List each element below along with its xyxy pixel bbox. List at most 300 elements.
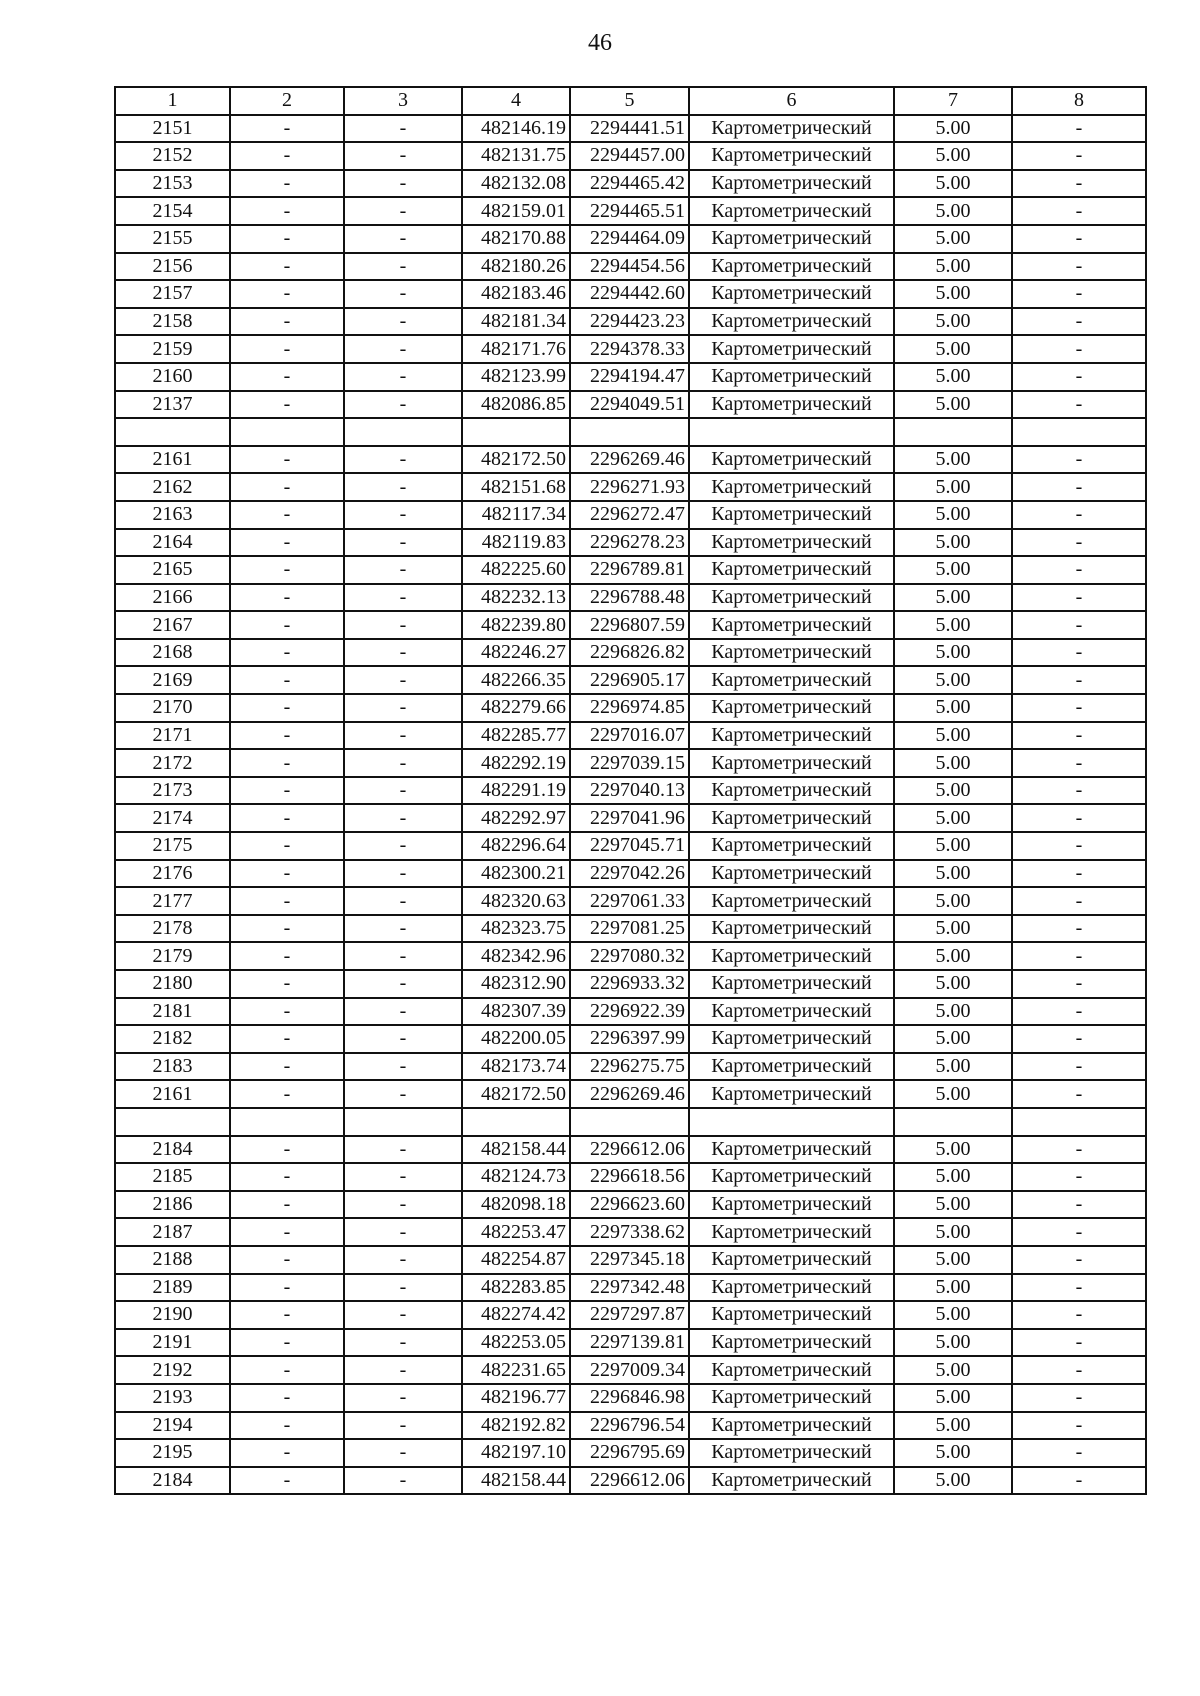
accuracy-cell: 5.00 xyxy=(894,832,1012,860)
accuracy-cell: 5.00 xyxy=(894,887,1012,915)
coord-x-cell: 482291.19 xyxy=(462,777,570,805)
coord-x-cell: 482158.44 xyxy=(462,1467,570,1495)
col-2-cell: - xyxy=(230,501,344,529)
col-3-cell: - xyxy=(344,1191,462,1219)
col-2-cell: - xyxy=(230,473,344,501)
accuracy-cell: 5.00 xyxy=(894,639,1012,667)
accuracy-cell: 5.00 xyxy=(894,777,1012,805)
point-number-cell: 2170 xyxy=(115,694,230,722)
point-number-cell: 2156 xyxy=(115,253,230,281)
col-8-cell: - xyxy=(1012,832,1146,860)
point-number-cell: 2153 xyxy=(115,170,230,198)
col-2-cell: - xyxy=(230,556,344,584)
col-2-cell: - xyxy=(230,611,344,639)
table-row xyxy=(115,1218,1146,1246)
col-8-cell: - xyxy=(1012,446,1146,474)
table-row xyxy=(115,197,1146,225)
table-row xyxy=(115,1246,1146,1274)
col-3-cell: - xyxy=(344,1218,462,1246)
col-3-cell: - xyxy=(344,253,462,281)
method-cell: Картометрический xyxy=(689,1356,894,1384)
col-8-cell: - xyxy=(1012,666,1146,694)
col-3-cell: - xyxy=(344,335,462,363)
col-3-cell: - xyxy=(344,942,462,970)
point-number-cell: 2184 xyxy=(115,1467,230,1495)
col-8-cell: - xyxy=(1012,363,1146,391)
coord-y-cell: 2294464.09 xyxy=(570,225,689,253)
accuracy-cell: 5.00 xyxy=(894,391,1012,419)
point-number-cell: 2190 xyxy=(115,1301,230,1329)
coord-x-cell: 482183.46 xyxy=(462,280,570,308)
accuracy-cell: 5.00 xyxy=(894,253,1012,281)
coord-x-cell: 482170.88 xyxy=(462,225,570,253)
col-8-cell xyxy=(1012,1108,1146,1136)
method-cell xyxy=(689,1108,894,1136)
col-8-cell: - xyxy=(1012,777,1146,805)
point-number-cell: 2137 xyxy=(115,391,230,419)
col-2-cell: - xyxy=(230,1080,344,1108)
col-8-cell: - xyxy=(1012,556,1146,584)
point-number-cell: 2161 xyxy=(115,1080,230,1108)
table-row xyxy=(115,694,1146,722)
coord-y-cell: 2294194.47 xyxy=(570,363,689,391)
coord-y-cell: 2297345.18 xyxy=(570,1246,689,1274)
coord-y-cell xyxy=(570,418,689,446)
col-3-cell xyxy=(344,418,462,446)
coord-y-cell: 2296272.47 xyxy=(570,501,689,529)
point-number-cell: 2187 xyxy=(115,1218,230,1246)
method-cell: Картометрический xyxy=(689,804,894,832)
table-row xyxy=(115,391,1146,419)
coord-x-cell: 482254.87 xyxy=(462,1246,570,1274)
coord-x-cell: 482124.73 xyxy=(462,1163,570,1191)
col-3-cell xyxy=(344,1108,462,1136)
col-3-cell: - xyxy=(344,1136,462,1164)
point-number-cell: 2183 xyxy=(115,1053,230,1081)
coord-y-cell: 2296271.93 xyxy=(570,473,689,501)
col-3-cell: - xyxy=(344,1356,462,1384)
col-3-cell: - xyxy=(344,998,462,1026)
method-cell: Картометрический xyxy=(689,1163,894,1191)
col-2-cell: - xyxy=(230,170,344,198)
point-number-cell: 2163 xyxy=(115,501,230,529)
col-3-cell: - xyxy=(344,584,462,612)
coord-y-cell: 2296788.48 xyxy=(570,584,689,612)
accuracy-cell: 5.00 xyxy=(894,501,1012,529)
point-number-cell: 2174 xyxy=(115,804,230,832)
coord-x-cell: 482119.83 xyxy=(462,529,570,557)
col-8-cell: - xyxy=(1012,308,1146,336)
coord-x-cell: 482131.75 xyxy=(462,142,570,170)
column-header-4: 4 xyxy=(462,87,570,115)
col-3-cell: - xyxy=(344,556,462,584)
col-2-cell xyxy=(230,1108,344,1136)
table-row xyxy=(115,1467,1146,1495)
point-number-cell: 2181 xyxy=(115,998,230,1026)
col-3-cell: - xyxy=(344,832,462,860)
point-number-cell: 2175 xyxy=(115,832,230,860)
coord-y-cell: 2296846.98 xyxy=(570,1384,689,1412)
col-3-cell: - xyxy=(344,970,462,998)
accuracy-cell: 5.00 xyxy=(894,584,1012,612)
point-number-cell xyxy=(115,418,230,446)
point-number-cell: 2164 xyxy=(115,529,230,557)
point-number-cell: 2161 xyxy=(115,446,230,474)
method-cell: Картометрический xyxy=(689,666,894,694)
coord-y-cell: 2296974.85 xyxy=(570,694,689,722)
point-number-cell: 2155 xyxy=(115,225,230,253)
point-number-cell: 2151 xyxy=(115,115,230,143)
accuracy-cell: 5.00 xyxy=(894,473,1012,501)
col-2-cell: - xyxy=(230,887,344,915)
col-8-cell: - xyxy=(1012,280,1146,308)
method-cell: Картометрический xyxy=(689,253,894,281)
col-2-cell: - xyxy=(230,860,344,888)
coord-y-cell: 2294465.51 xyxy=(570,197,689,225)
coord-y-cell: 2296397.99 xyxy=(570,1025,689,1053)
coord-y-cell: 2297016.07 xyxy=(570,722,689,750)
coord-y-cell: 2296905.17 xyxy=(570,666,689,694)
coord-x-cell xyxy=(462,418,570,446)
accuracy-cell: 5.00 xyxy=(894,280,1012,308)
coord-x-cell: 482312.90 xyxy=(462,970,570,998)
coord-y-cell: 2297009.34 xyxy=(570,1356,689,1384)
col-3-cell: - xyxy=(344,1467,462,1495)
table-row xyxy=(115,804,1146,832)
method-cell: Картометрический xyxy=(689,1274,894,1302)
coord-y-cell: 2294049.51 xyxy=(570,391,689,419)
col-2-cell: - xyxy=(230,777,344,805)
accuracy-cell: 5.00 xyxy=(894,694,1012,722)
table-row xyxy=(115,363,1146,391)
point-number-cell: 2166 xyxy=(115,584,230,612)
table-row xyxy=(115,1274,1146,1302)
accuracy-cell: 5.00 xyxy=(894,556,1012,584)
accuracy-cell: 5.00 xyxy=(894,970,1012,998)
table-row xyxy=(115,584,1146,612)
accuracy-cell: 5.00 xyxy=(894,1301,1012,1329)
method-cell: Картометрический xyxy=(689,225,894,253)
col-3-cell: - xyxy=(344,777,462,805)
col-2-cell: - xyxy=(230,253,344,281)
col-2-cell: - xyxy=(230,639,344,667)
point-number-cell: 2182 xyxy=(115,1025,230,1053)
coord-x-cell: 482307.39 xyxy=(462,998,570,1026)
col-8-cell: - xyxy=(1012,142,1146,170)
col-8-cell: - xyxy=(1012,1301,1146,1329)
col-2-cell: - xyxy=(230,584,344,612)
accuracy-cell: 5.00 xyxy=(894,529,1012,557)
method-cell: Картометрический xyxy=(689,1467,894,1495)
method-cell: Картометрический xyxy=(689,915,894,943)
col-2-cell: - xyxy=(230,335,344,363)
point-number-cell: 2154 xyxy=(115,197,230,225)
accuracy-cell: 5.00 xyxy=(894,915,1012,943)
table-row xyxy=(115,446,1146,474)
coord-x-cell: 482117.34 xyxy=(462,501,570,529)
col-8-cell: - xyxy=(1012,639,1146,667)
accuracy-cell: 5.00 xyxy=(894,722,1012,750)
accuracy-cell: 5.00 xyxy=(894,749,1012,777)
column-header-3: 3 xyxy=(344,87,462,115)
table-separator-row xyxy=(115,1108,1146,1136)
col-8-cell: - xyxy=(1012,1274,1146,1302)
accuracy-cell: 5.00 xyxy=(894,1439,1012,1467)
column-header-6: 6 xyxy=(689,87,894,115)
col-8-cell: - xyxy=(1012,529,1146,557)
col-8-cell: - xyxy=(1012,804,1146,832)
table-row xyxy=(115,1163,1146,1191)
col-3-cell: - xyxy=(344,1329,462,1357)
accuracy-cell: 5.00 xyxy=(894,197,1012,225)
table-row xyxy=(115,1412,1146,1440)
point-number-cell: 2179 xyxy=(115,942,230,970)
point-number-cell: 2184 xyxy=(115,1136,230,1164)
accuracy-cell: 5.00 xyxy=(894,225,1012,253)
table-row xyxy=(115,942,1146,970)
coord-y-cell: 2296612.06 xyxy=(570,1136,689,1164)
point-number-cell xyxy=(115,1108,230,1136)
method-cell: Картометрический xyxy=(689,1412,894,1440)
point-number-cell: 2176 xyxy=(115,860,230,888)
point-number-cell: 2160 xyxy=(115,363,230,391)
table-row xyxy=(115,142,1146,170)
coord-x-cell: 482172.50 xyxy=(462,446,570,474)
col-8-cell: - xyxy=(1012,1218,1146,1246)
col-8-cell: - xyxy=(1012,611,1146,639)
coord-x-cell: 482098.18 xyxy=(462,1191,570,1219)
method-cell: Картометрический xyxy=(689,335,894,363)
accuracy-cell: 5.00 xyxy=(894,308,1012,336)
col-3-cell: - xyxy=(344,170,462,198)
col-8-cell: - xyxy=(1012,1246,1146,1274)
col-3-cell: - xyxy=(344,529,462,557)
accuracy-cell: 5.00 xyxy=(894,1053,1012,1081)
method-cell: Картометрический xyxy=(689,749,894,777)
point-number-cell: 2162 xyxy=(115,473,230,501)
method-cell xyxy=(689,418,894,446)
table-row xyxy=(115,970,1146,998)
column-header-1: 1 xyxy=(115,87,230,115)
point-number-cell: 2158 xyxy=(115,308,230,336)
table-row xyxy=(115,1439,1146,1467)
coord-y-cell: 2297042.26 xyxy=(570,860,689,888)
col-3-cell: - xyxy=(344,887,462,915)
col-2-cell: - xyxy=(230,1301,344,1329)
col-8-cell: - xyxy=(1012,1329,1146,1357)
coord-x-cell: 482159.01 xyxy=(462,197,570,225)
method-cell: Картометрический xyxy=(689,887,894,915)
table-row xyxy=(115,1136,1146,1164)
point-number-cell: 2194 xyxy=(115,1412,230,1440)
method-cell: Картометрический xyxy=(689,1329,894,1357)
col-2-cell: - xyxy=(230,1191,344,1219)
method-cell: Картометрический xyxy=(689,556,894,584)
col-3-cell: - xyxy=(344,1412,462,1440)
col-3-cell: - xyxy=(344,694,462,722)
point-number-cell: 2177 xyxy=(115,887,230,915)
coord-y-cell: 2294454.56 xyxy=(570,253,689,281)
coord-x-cell: 482239.80 xyxy=(462,611,570,639)
column-header-5: 5 xyxy=(570,87,689,115)
accuracy-cell: 5.00 xyxy=(894,1246,1012,1274)
method-cell: Картометрический xyxy=(689,363,894,391)
table-row xyxy=(115,170,1146,198)
point-number-cell: 2159 xyxy=(115,335,230,363)
col-3-cell: - xyxy=(344,1246,462,1274)
point-number-cell: 2189 xyxy=(115,1274,230,1302)
col-3-cell: - xyxy=(344,280,462,308)
col-8-cell: - xyxy=(1012,1384,1146,1412)
coord-x-cell: 482132.08 xyxy=(462,170,570,198)
col-2-cell: - xyxy=(230,1053,344,1081)
column-header-2: 2 xyxy=(230,87,344,115)
coord-x-cell: 482200.05 xyxy=(462,1025,570,1053)
accuracy-cell: 5.00 xyxy=(894,1218,1012,1246)
col-8-cell: - xyxy=(1012,1163,1146,1191)
col-2-cell: - xyxy=(230,1274,344,1302)
col-2-cell: - xyxy=(230,970,344,998)
coord-y-cell: 2296269.46 xyxy=(570,1080,689,1108)
coord-y-cell: 2297338.62 xyxy=(570,1218,689,1246)
method-cell: Картометрический xyxy=(689,529,894,557)
col-8-cell: - xyxy=(1012,501,1146,529)
table-row xyxy=(115,280,1146,308)
table-row xyxy=(115,777,1146,805)
table-row xyxy=(115,1329,1146,1357)
coord-y-cell: 2296269.46 xyxy=(570,446,689,474)
method-cell: Картометрический xyxy=(689,998,894,1026)
col-3-cell: - xyxy=(344,1274,462,1302)
coord-x-cell: 482196.77 xyxy=(462,1384,570,1412)
coord-x-cell: 482181.34 xyxy=(462,308,570,336)
coord-y-cell: 2297139.81 xyxy=(570,1329,689,1357)
page-number: 46 xyxy=(588,30,612,56)
col-2-cell: - xyxy=(230,832,344,860)
column-header-8: 8 xyxy=(1012,87,1146,115)
table-row xyxy=(115,860,1146,888)
col-2-cell: - xyxy=(230,280,344,308)
coord-y-cell: 2294441.51 xyxy=(570,115,689,143)
coord-y-cell: 2296623.60 xyxy=(570,1191,689,1219)
col-2-cell: - xyxy=(230,1329,344,1357)
col-2-cell: - xyxy=(230,1218,344,1246)
coordinates-table xyxy=(114,86,1147,1495)
col-2-cell: - xyxy=(230,197,344,225)
coord-y-cell: 2294423.23 xyxy=(570,308,689,336)
method-cell: Картометрический xyxy=(689,280,894,308)
coord-x-cell: 482253.47 xyxy=(462,1218,570,1246)
coord-y-cell: 2296807.59 xyxy=(570,611,689,639)
col-8-cell: - xyxy=(1012,170,1146,198)
col-2-cell: - xyxy=(230,749,344,777)
coord-x-cell: 482266.35 xyxy=(462,666,570,694)
col-8-cell xyxy=(1012,418,1146,446)
coord-x-cell: 482232.13 xyxy=(462,584,570,612)
method-cell: Картометрический xyxy=(689,391,894,419)
coord-x-cell: 482172.50 xyxy=(462,1080,570,1108)
col-2-cell: - xyxy=(230,1246,344,1274)
col-8-cell: - xyxy=(1012,1412,1146,1440)
col-8-cell: - xyxy=(1012,335,1146,363)
coord-x-cell: 482171.76 xyxy=(462,335,570,363)
col-2-cell xyxy=(230,418,344,446)
accuracy-cell: 5.00 xyxy=(894,1080,1012,1108)
accuracy-cell: 5.00 xyxy=(894,446,1012,474)
coord-y-cell: 2294378.33 xyxy=(570,335,689,363)
col-2-cell: - xyxy=(230,915,344,943)
col-8-cell: - xyxy=(1012,197,1146,225)
accuracy-cell: 5.00 xyxy=(894,611,1012,639)
coord-y-cell: 2296796.54 xyxy=(570,1412,689,1440)
table-row xyxy=(115,1191,1146,1219)
col-2-cell: - xyxy=(230,804,344,832)
col-8-cell: - xyxy=(1012,694,1146,722)
coord-y-cell: 2297342.48 xyxy=(570,1274,689,1302)
table-row xyxy=(115,225,1146,253)
method-cell: Картометрический xyxy=(689,777,894,805)
method-cell: Картометрический xyxy=(689,197,894,225)
accuracy-cell: 5.00 xyxy=(894,860,1012,888)
coord-x-cell: 482300.21 xyxy=(462,860,570,888)
method-cell: Картометрический xyxy=(689,694,894,722)
coord-y-cell: 2296275.75 xyxy=(570,1053,689,1081)
table-header xyxy=(115,87,1146,115)
col-3-cell: - xyxy=(344,1025,462,1053)
col-3-cell: - xyxy=(344,446,462,474)
coord-x-cell: 482285.77 xyxy=(462,722,570,750)
method-cell: Картометрический xyxy=(689,501,894,529)
col-8-cell: - xyxy=(1012,1080,1146,1108)
accuracy-cell: 5.00 xyxy=(894,335,1012,363)
accuracy-cell: 5.00 xyxy=(894,1136,1012,1164)
point-number-cell: 2192 xyxy=(115,1356,230,1384)
table-row xyxy=(115,115,1146,143)
point-number-cell: 2157 xyxy=(115,280,230,308)
col-2-cell: - xyxy=(230,1439,344,1467)
accuracy-cell: 5.00 xyxy=(894,1025,1012,1053)
table-row xyxy=(115,1080,1146,1108)
accuracy-cell: 5.00 xyxy=(894,1163,1012,1191)
method-cell: Картометрический xyxy=(689,832,894,860)
method-cell: Картометрический xyxy=(689,584,894,612)
table-row xyxy=(115,998,1146,1026)
accuracy-cell: 5.00 xyxy=(894,1412,1012,1440)
col-8-cell: - xyxy=(1012,1467,1146,1495)
col-3-cell: - xyxy=(344,639,462,667)
method-cell: Картометрический xyxy=(689,611,894,639)
method-cell: Картометрический xyxy=(689,1053,894,1081)
coord-y-cell: 2296795.69 xyxy=(570,1439,689,1467)
col-8-cell: - xyxy=(1012,1053,1146,1081)
col-8-cell: - xyxy=(1012,1356,1146,1384)
table-row xyxy=(115,666,1146,694)
method-cell: Картометрический xyxy=(689,170,894,198)
point-number-cell: 2167 xyxy=(115,611,230,639)
col-2-cell: - xyxy=(230,363,344,391)
col-2-cell: - xyxy=(230,1136,344,1164)
point-number-cell: 2152 xyxy=(115,142,230,170)
method-cell: Картометрический xyxy=(689,970,894,998)
coord-x-cell xyxy=(462,1108,570,1136)
accuracy-cell: 5.00 xyxy=(894,1384,1012,1412)
table-row xyxy=(115,1301,1146,1329)
point-number-cell: 2180 xyxy=(115,970,230,998)
table-row xyxy=(115,722,1146,750)
coord-y-cell: 2296612.06 xyxy=(570,1467,689,1495)
accuracy-cell: 5.00 xyxy=(894,363,1012,391)
col-2-cell: - xyxy=(230,998,344,1026)
